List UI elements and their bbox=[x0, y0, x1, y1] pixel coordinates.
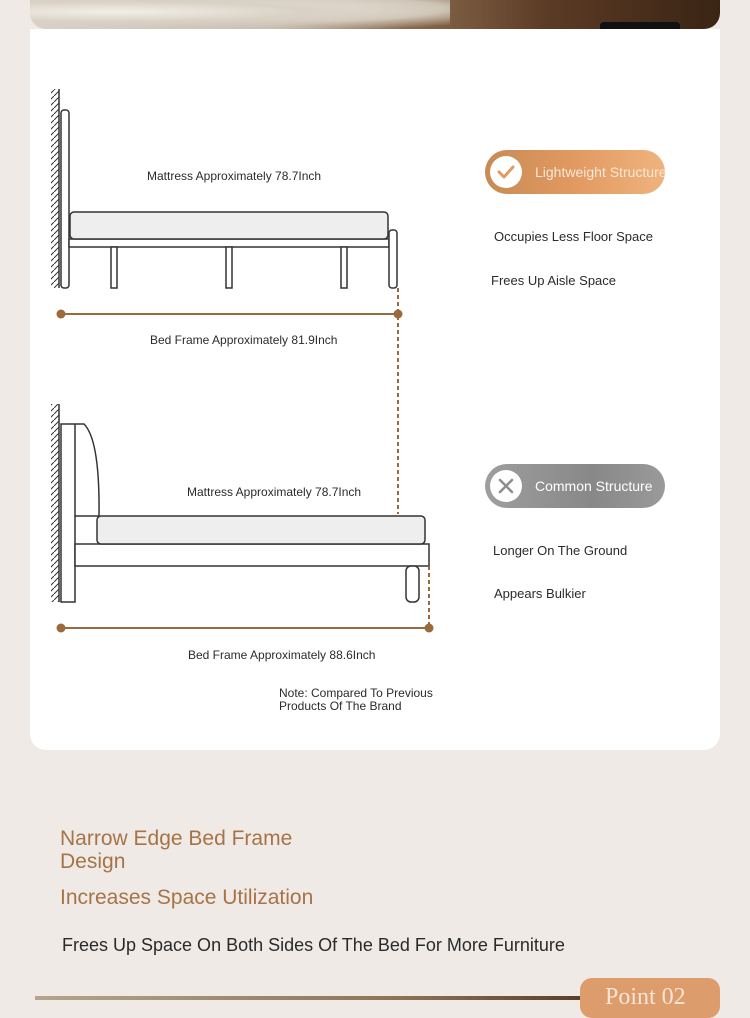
top-bed-frame bbox=[61, 110, 397, 288]
common-structure-title: Common Structure bbox=[535, 478, 653, 494]
lightweight-feature-2: Frees Up Aisle Space bbox=[491, 273, 617, 288]
top-mattress bbox=[70, 212, 388, 239]
common-feature-2: Appears Bulkier bbox=[494, 586, 586, 601]
common-feature-1: Longer On The Ground bbox=[493, 543, 628, 558]
lightweight-feature-1: Occupies Less Floor Space bbox=[494, 229, 653, 244]
lightweight-structure-badge bbox=[485, 150, 665, 194]
bottom-bed-frame bbox=[61, 424, 429, 602]
bottom-dimension-line bbox=[57, 624, 434, 633]
common-structure-badge bbox=[485, 464, 665, 508]
bottom-mattress bbox=[97, 516, 425, 544]
top-dimension-line bbox=[57, 310, 403, 319]
top-wall bbox=[51, 89, 59, 288]
lightweight-structure-title: Lightweight Structure bbox=[535, 164, 667, 180]
section-heading: Narrow Edge Bed Frame Design bbox=[60, 827, 293, 873]
top-frame-label: Bed Frame Approximately 81.9Inch bbox=[150, 333, 338, 347]
point-badge: Point 02 bbox=[580, 978, 720, 1018]
bottom-mattress-label: Mattress Approximately 78.7Inch bbox=[187, 485, 362, 499]
check-icon bbox=[490, 156, 522, 188]
bottom-frame-label: Bed Frame Approximately 88.6Inch bbox=[188, 648, 376, 662]
section-subheading: Increases Space Utilization bbox=[60, 886, 314, 909]
bottom-product-photo bbox=[35, 996, 635, 1000]
top-mattress-label: Mattress Approximately 78.7Inch bbox=[147, 169, 322, 183]
section-description: Frees Up Space On Both Sides Of The Bed For More Furniture bbox=[62, 935, 565, 955]
comparison-note: Note: Compared To Previous Products Of The Brand bbox=[279, 686, 433, 713]
close-icon bbox=[490, 470, 522, 502]
bottom-wall bbox=[51, 404, 59, 602]
